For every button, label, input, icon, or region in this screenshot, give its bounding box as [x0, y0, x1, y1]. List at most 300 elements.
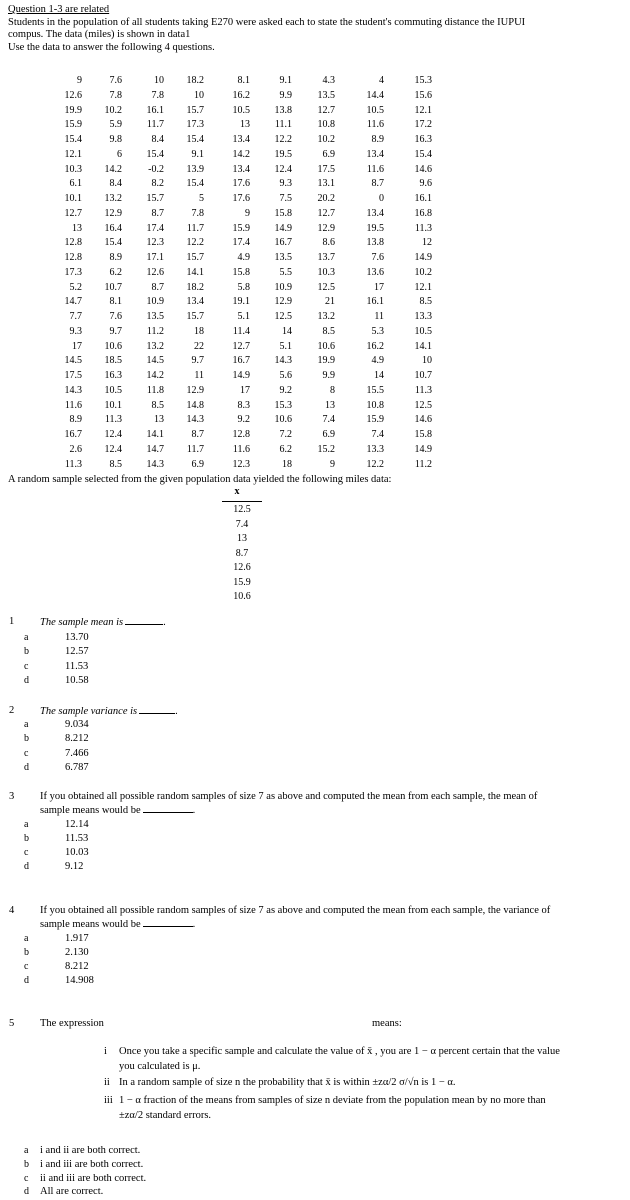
table-cell: 14.5	[64, 355, 82, 367]
table-cell: 14	[282, 325, 292, 337]
table-cell: 10	[194, 89, 204, 101]
table-cell: 12	[422, 237, 432, 249]
table-cell: 12.6	[64, 89, 82, 101]
table-cell: 10.2	[104, 104, 122, 116]
table-cell: 13.2	[146, 340, 164, 352]
statement-text: Once you take a specific sample and calculate the value of x̄ , you are 1 − α percent certain that the value	[119, 1046, 560, 1057]
table-cell: 7.8	[191, 207, 204, 219]
table-cell: 8.7	[151, 207, 164, 219]
table-cell: 14.1	[186, 266, 204, 278]
table-cell: 15.7	[146, 193, 164, 204]
table-cell: 17.2	[414, 119, 432, 131]
table-cell: 12.2	[186, 237, 204, 249]
option-letter: c	[24, 1173, 29, 1184]
table-cell: 11.6	[232, 443, 250, 455]
option-letter: b	[24, 1159, 29, 1170]
table-cell: 7.7	[69, 311, 82, 322]
table-cell: 15.9	[366, 414, 384, 426]
table-cell: 16.2	[232, 89, 250, 101]
option-letter: b	[24, 733, 29, 744]
option-text[interactable]: 1.917	[65, 933, 89, 944]
table-cell: 13.8	[274, 104, 292, 116]
question-stem	[40, 905, 620, 931]
table-cell: 14.2	[232, 148, 250, 160]
table-cell: 10.9	[274, 281, 292, 293]
table-cell: 16.8	[414, 207, 432, 219]
table-cell: 17.6	[232, 178, 250, 190]
table-cell: 14.2	[104, 163, 122, 175]
table-cell: 12.3	[232, 458, 250, 470]
sample-value: 8.7	[235, 547, 249, 559]
question-number: 2	[9, 705, 15, 716]
option-text[interactable]: i and iii are both correct.	[40, 1159, 144, 1170]
sample-column-header: x	[234, 486, 240, 497]
table-cell: 5.9	[109, 119, 122, 131]
table-cell: 7.4	[371, 429, 384, 440]
table-cell: 4.3	[322, 75, 335, 86]
table-cell: 7.8	[151, 89, 164, 101]
table-cell: 14.3	[274, 355, 292, 367]
table-cell: 12.9	[274, 296, 292, 308]
table-cell: 16.1	[146, 104, 164, 116]
option-text[interactable]: 12.57	[65, 646, 89, 657]
table-cell: 0	[379, 193, 384, 204]
table-cell: 8.7	[371, 178, 384, 190]
option-text[interactable]: 9.034	[65, 719, 89, 730]
table-cell: 5.6	[279, 370, 292, 381]
statement-text-cont: you calculated is μ.	[119, 1060, 201, 1072]
table-cell: 7.6	[109, 75, 122, 86]
table-cell: 14.9	[274, 222, 292, 234]
table-cell: 9.6	[419, 178, 432, 190]
table-cell: 17.4	[232, 237, 250, 249]
table-cell: 9.9	[322, 370, 335, 381]
option-text[interactable]: 11.53	[65, 833, 89, 844]
table-cell: 11.6	[366, 119, 384, 131]
table-cell: 12.9	[186, 384, 204, 396]
table-cell: 19.5	[274, 148, 292, 160]
table-cell: 13.3	[366, 443, 384, 455]
table-cell: 9.3	[69, 325, 82, 337]
table-cell: 11.8	[146, 384, 164, 396]
means-label: means:	[372, 1018, 402, 1029]
table-cell: 18.2	[186, 75, 204, 86]
table-cell: 11.4	[232, 325, 250, 337]
table-cell: 9.9	[279, 89, 292, 101]
table-cell: 10.3	[64, 163, 82, 175]
table-cell: 14	[374, 370, 384, 381]
table-cell: 8.6	[322, 237, 335, 249]
table-cell: 14.1	[146, 429, 164, 440]
intro-line-2: compus. The data (miles) is shown in data1	[8, 29, 191, 40]
table-cell: 12.3	[146, 237, 164, 249]
option-letter: a	[24, 632, 29, 643]
table-cell: 12.4	[104, 429, 122, 440]
table-cell: 15.7	[186, 252, 204, 263]
table-cell: 10	[422, 355, 432, 367]
question-stem	[40, 791, 620, 817]
table-cell: 8.1	[237, 75, 250, 86]
table-cell: -0.2	[148, 163, 164, 175]
table-cell: 6.9	[322, 429, 335, 440]
table-cell: 15.7	[186, 104, 204, 116]
table-cell: 18	[282, 458, 292, 470]
table-cell: 10.7	[414, 370, 432, 381]
option-letter: a	[24, 933, 29, 944]
table-cell: 9.3	[279, 178, 292, 190]
statement-iii	[104, 1094, 574, 1123]
option-letter: c	[24, 961, 29, 972]
table-cell: 8.9	[109, 252, 122, 263]
table-cell: 6.2	[109, 266, 122, 278]
table-cell: 6.9	[191, 458, 204, 470]
table-cell: 5.3	[371, 325, 384, 337]
table-cell: 18	[194, 325, 204, 337]
table-cell: 13.1	[317, 178, 335, 190]
option-letter: a	[24, 1145, 29, 1156]
table-cell: 14.3	[64, 384, 82, 396]
option-text[interactable]: i and ii are both correct.	[40, 1145, 141, 1156]
option-letter: b	[24, 947, 29, 958]
table-cell: 16.7	[64, 429, 82, 440]
table-cell: 13	[325, 399, 335, 411]
table-cell: 13.4	[232, 163, 250, 175]
question-stem: The sample mean is .	[40, 617, 166, 628]
table-cell: 13.4	[232, 134, 250, 145]
option-letter: d	[24, 975, 29, 986]
question-number: 3	[9, 791, 15, 802]
table-cell: 14.3	[186, 414, 204, 426]
table-cell: 13.4	[186, 296, 204, 308]
table-cell: 22	[194, 340, 204, 352]
table-cell: 11.2	[414, 458, 432, 470]
question-group-title: Question 1-3 are related	[8, 4, 110, 15]
table-cell: 15.8	[414, 429, 432, 440]
table-cell: 16.7	[232, 355, 250, 367]
option-text[interactable]: 11.53	[65, 661, 89, 672]
table-cell: 7.5	[279, 193, 292, 204]
table-cell: 9.2	[237, 414, 250, 426]
table-cell: 6.2	[279, 443, 292, 455]
table-cell: 11.6	[366, 163, 384, 175]
stem-line-2: sample means would be	[40, 918, 141, 930]
table-cell: 15.4	[414, 148, 432, 160]
table-cell: 13.2	[317, 311, 335, 322]
table-cell: 12.5	[274, 311, 292, 322]
table-cell: 7.4	[322, 414, 335, 426]
option-letter: b	[24, 646, 29, 657]
statement-text: 1 − α fraction of the means from samples of size n deviate from the population mean by no more than	[119, 1095, 546, 1106]
table-cell: 17.5	[64, 370, 82, 381]
table-cell: 13.6	[366, 266, 384, 278]
option-text[interactable]: All are correct.	[40, 1186, 104, 1197]
table-cell: 13.4	[366, 148, 384, 160]
option-text[interactable]: 12.14	[65, 819, 89, 830]
table-cell: 15.4	[186, 178, 204, 190]
table-cell: 9.7	[191, 355, 204, 367]
option-text[interactable]: 13.70	[65, 632, 89, 643]
option-text[interactable]: ii and iii are both correct.	[40, 1173, 147, 1184]
table-cell: 9.2	[279, 384, 292, 396]
table-cell: 13	[154, 414, 164, 426]
table-cell: 14.2	[146, 370, 164, 381]
table-cell: 10.6	[317, 340, 335, 352]
table-cell: 10.8	[317, 119, 335, 131]
table-cell: 8.7	[151, 281, 164, 293]
table-cell: 14.6	[414, 414, 432, 426]
table-cell: 12.7	[317, 207, 335, 219]
population-data-table	[0, 0, 630, 470]
option-letter: d	[24, 762, 29, 773]
table-cell: 9.1	[191, 148, 204, 160]
stem-line-1: If you obtained all possible random samples of size 7 as above and computed the mean from each sample, the variance of	[40, 905, 551, 916]
option-text[interactable]: 10.58	[65, 675, 89, 686]
table-cell: 12.9	[317, 222, 335, 234]
question-number: 4	[9, 905, 15, 916]
table-cell: 10.5	[366, 104, 384, 116]
table-cell: 12.2	[274, 134, 292, 145]
option-text[interactable]: 14.908	[65, 975, 94, 986]
table-cell: 9	[245, 207, 250, 219]
table-cell: 13.2	[104, 193, 122, 204]
table-cell: 14.6	[414, 163, 432, 175]
table-cell: 6	[117, 148, 122, 160]
table-cell: 17.5	[317, 163, 335, 175]
table-cell: 15.9	[64, 119, 82, 131]
table-cell: 9	[77, 75, 82, 86]
table-cell: 10.5	[414, 325, 432, 337]
table-cell: 11.7	[186, 222, 204, 234]
option-letter: a	[24, 719, 29, 730]
table-cell: 9.8	[109, 134, 122, 145]
statement-text: In a random sample of size n the probability that x̄ is within ±zα/2 σ/√n is 1 − α.	[119, 1077, 456, 1088]
table-cell: 13.5	[146, 311, 164, 322]
sample-value: 12.5	[233, 504, 251, 515]
table-cell: 11.6	[64, 399, 82, 411]
table-cell: 15.4	[64, 134, 82, 145]
table-cell: 19.1	[232, 296, 250, 308]
table-cell: 12.1	[64, 148, 82, 160]
intro-line-3: Use the data to answer the following 4 questions.	[8, 41, 215, 53]
table-cell: 12.5	[317, 281, 335, 293]
table-cell: 8.4	[109, 178, 122, 190]
option-text[interactable]: 8.212	[65, 733, 89, 744]
table-cell: 5	[199, 193, 204, 204]
option-text[interactable]: 8.212	[65, 961, 89, 972]
table-cell: 12.7	[317, 104, 335, 116]
statement-ii	[104, 1076, 574, 1091]
table-cell: 17	[240, 384, 250, 396]
table-cell: 14.7	[64, 296, 82, 308]
table-cell: 14.8	[186, 399, 204, 411]
table-cell: 17	[374, 281, 384, 293]
option-text[interactable]: 2.130	[65, 947, 89, 958]
table-cell: 16.2	[366, 340, 384, 352]
table-cell: 12.4	[104, 443, 122, 455]
stem-text: The sample variance is	[40, 706, 138, 717]
table-cell: 13	[72, 222, 82, 234]
table-cell: 9	[330, 458, 335, 470]
table-cell: 13.3	[414, 311, 432, 322]
table-cell: 8.5	[419, 296, 432, 308]
table-cell: 8.5	[322, 325, 335, 337]
question-number: 1	[9, 616, 15, 627]
option-text[interactable]: 7.466	[65, 748, 89, 759]
table-cell: 7.6	[109, 311, 122, 322]
table-cell: 12.1	[414, 104, 432, 116]
table-cell: 14.9	[232, 370, 250, 381]
table-cell: 15.8	[274, 207, 292, 219]
table-cell: 17.6	[232, 193, 250, 204]
statement-index: ii	[104, 1077, 110, 1088]
stem-text: The sample mean is	[40, 617, 124, 628]
table-cell: 8.3	[237, 399, 250, 411]
table-cell: 5.1	[237, 311, 250, 322]
table-cell: 8.7	[191, 429, 204, 440]
table-cell: 11.3	[104, 414, 122, 426]
table-cell: 16.1	[366, 296, 384, 308]
answer-blank	[143, 918, 193, 927]
table-cell: 10.7	[104, 281, 122, 293]
table-cell: 17.3	[186, 119, 204, 131]
table-cell: 10.2	[414, 266, 432, 278]
table-cell: 5.8	[237, 281, 250, 293]
table-cell: 11.1	[274, 119, 292, 131]
table-cell: 11	[194, 370, 204, 381]
table-cell: 14.4	[366, 89, 384, 101]
table-cell: 17	[72, 340, 82, 352]
table-cell: 15.4	[104, 237, 122, 249]
table-cell: 12.8	[64, 252, 82, 263]
table-cell: 8.5	[109, 458, 122, 470]
table-cell: 6.1	[69, 178, 82, 190]
table-cell: 12.8	[232, 429, 250, 440]
table-cell: 12.1	[414, 281, 432, 293]
option-text[interactable]: 6.787	[65, 762, 89, 773]
table-cell: 16.1	[414, 193, 432, 204]
table-cell: 11.2	[146, 325, 164, 337]
table-cell: 12.6	[146, 266, 164, 278]
table-cell: 9.1	[279, 75, 292, 86]
option-text[interactable]: 10.03	[65, 847, 89, 858]
table-cell: 17.4	[146, 222, 164, 234]
table-cell: 13.7	[317, 252, 335, 263]
table-cell: 14.9	[414, 443, 432, 455]
table-cell: 15.5	[366, 384, 384, 396]
stem-line-2: sample means would be	[40, 804, 141, 816]
table-cell: 15.7	[186, 311, 204, 322]
table-cell: 13.5	[274, 252, 292, 263]
table-cell: 11.3	[414, 384, 432, 396]
answer-blank	[125, 616, 163, 625]
answer-blank	[143, 804, 193, 813]
table-cell: 10.2	[317, 134, 335, 145]
table-cell: 16.7	[274, 237, 292, 249]
table-cell: 15.3	[414, 75, 432, 86]
table-cell: 15.2	[317, 443, 335, 455]
table-cell: 17.1	[146, 252, 164, 263]
table-cell: 10.5	[104, 384, 122, 396]
table-cell: 8.1	[109, 296, 122, 308]
table-cell: 8.5	[151, 399, 164, 411]
table-cell: 15.4	[146, 148, 164, 160]
table-cell: 18.5	[104, 355, 122, 367]
statement-index: i	[104, 1046, 107, 1057]
option-letter: c	[24, 748, 29, 759]
question-stem: The sample variance is .	[40, 706, 178, 717]
table-cell: 11.3	[414, 222, 432, 234]
table-cell: 14.5	[146, 355, 164, 367]
table-cell: 16.4	[104, 222, 122, 234]
table-cell: 7.2	[279, 429, 292, 440]
table-cell: 8.4	[151, 134, 164, 145]
option-letter: d	[24, 675, 29, 686]
table-cell: 12.8	[64, 237, 82, 249]
table-cell: 18.2	[186, 281, 204, 293]
table-cell: 9.7	[109, 325, 122, 337]
table-cell: 8.9	[69, 414, 82, 426]
table-cell: 4	[379, 75, 384, 86]
table-cell: 19.9	[64, 104, 82, 116]
table-cell: 13	[240, 119, 250, 131]
table-cell: 8.2	[151, 178, 164, 190]
table-cell: 17.3	[64, 266, 82, 278]
sample-value: 13	[237, 533, 247, 544]
intro-line-1: Students in the population of all students taking E270 were asked each to state the student's commuting distance the IUPUI	[8, 16, 526, 28]
table-cell: 20.2	[317, 193, 335, 204]
stem-line-2-wrap: sample means would be .	[40, 918, 196, 930]
table-cell: 8	[330, 384, 335, 396]
table-cell: 5.1	[279, 340, 292, 352]
table-cell: 15.8	[232, 266, 250, 278]
table-cell: 10.1	[104, 399, 122, 411]
table-cell: 13.4	[366, 207, 384, 219]
table-cell: 16.3	[414, 134, 432, 145]
option-letter: c	[24, 847, 29, 858]
sample-header-rule	[222, 501, 262, 502]
sample-value: 7.4	[235, 518, 249, 530]
table-cell: 5.5	[279, 266, 292, 278]
table-cell: 10.9	[146, 296, 164, 308]
table-cell: 10.8	[366, 399, 384, 411]
table-cell: 7.8	[109, 89, 122, 101]
statement-index: iii	[104, 1095, 113, 1106]
table-cell: 13.9	[186, 163, 204, 175]
table-cell: 11.7	[146, 119, 164, 131]
table-cell: 15.3	[274, 399, 292, 411]
option-letter: d	[24, 861, 29, 872]
table-cell: 12.7	[64, 207, 82, 219]
table-cell: 2.6	[69, 443, 82, 455]
table-cell: 16.3	[104, 370, 122, 381]
stem-line-2-wrap: sample means would be .	[40, 804, 196, 816]
table-cell: 4.9	[371, 355, 384, 367]
table-cell: 5.2	[69, 281, 82, 293]
sample-value: 15.9	[233, 576, 251, 588]
option-letter: d	[24, 1186, 29, 1197]
table-cell: 10	[154, 75, 164, 86]
table-cell: 10.1	[64, 193, 82, 204]
table-cell: 19.5	[366, 222, 384, 234]
table-cell: 19.9	[317, 355, 335, 367]
table-cell: 21	[325, 296, 335, 308]
table-cell: 10.6	[104, 340, 122, 352]
table-cell: 12.7	[232, 340, 250, 352]
option-text[interactable]: 9.12	[65, 861, 84, 872]
answer-blank	[139, 705, 175, 714]
option-letter: b	[24, 833, 29, 844]
table-cell: 14.7	[146, 443, 164, 455]
